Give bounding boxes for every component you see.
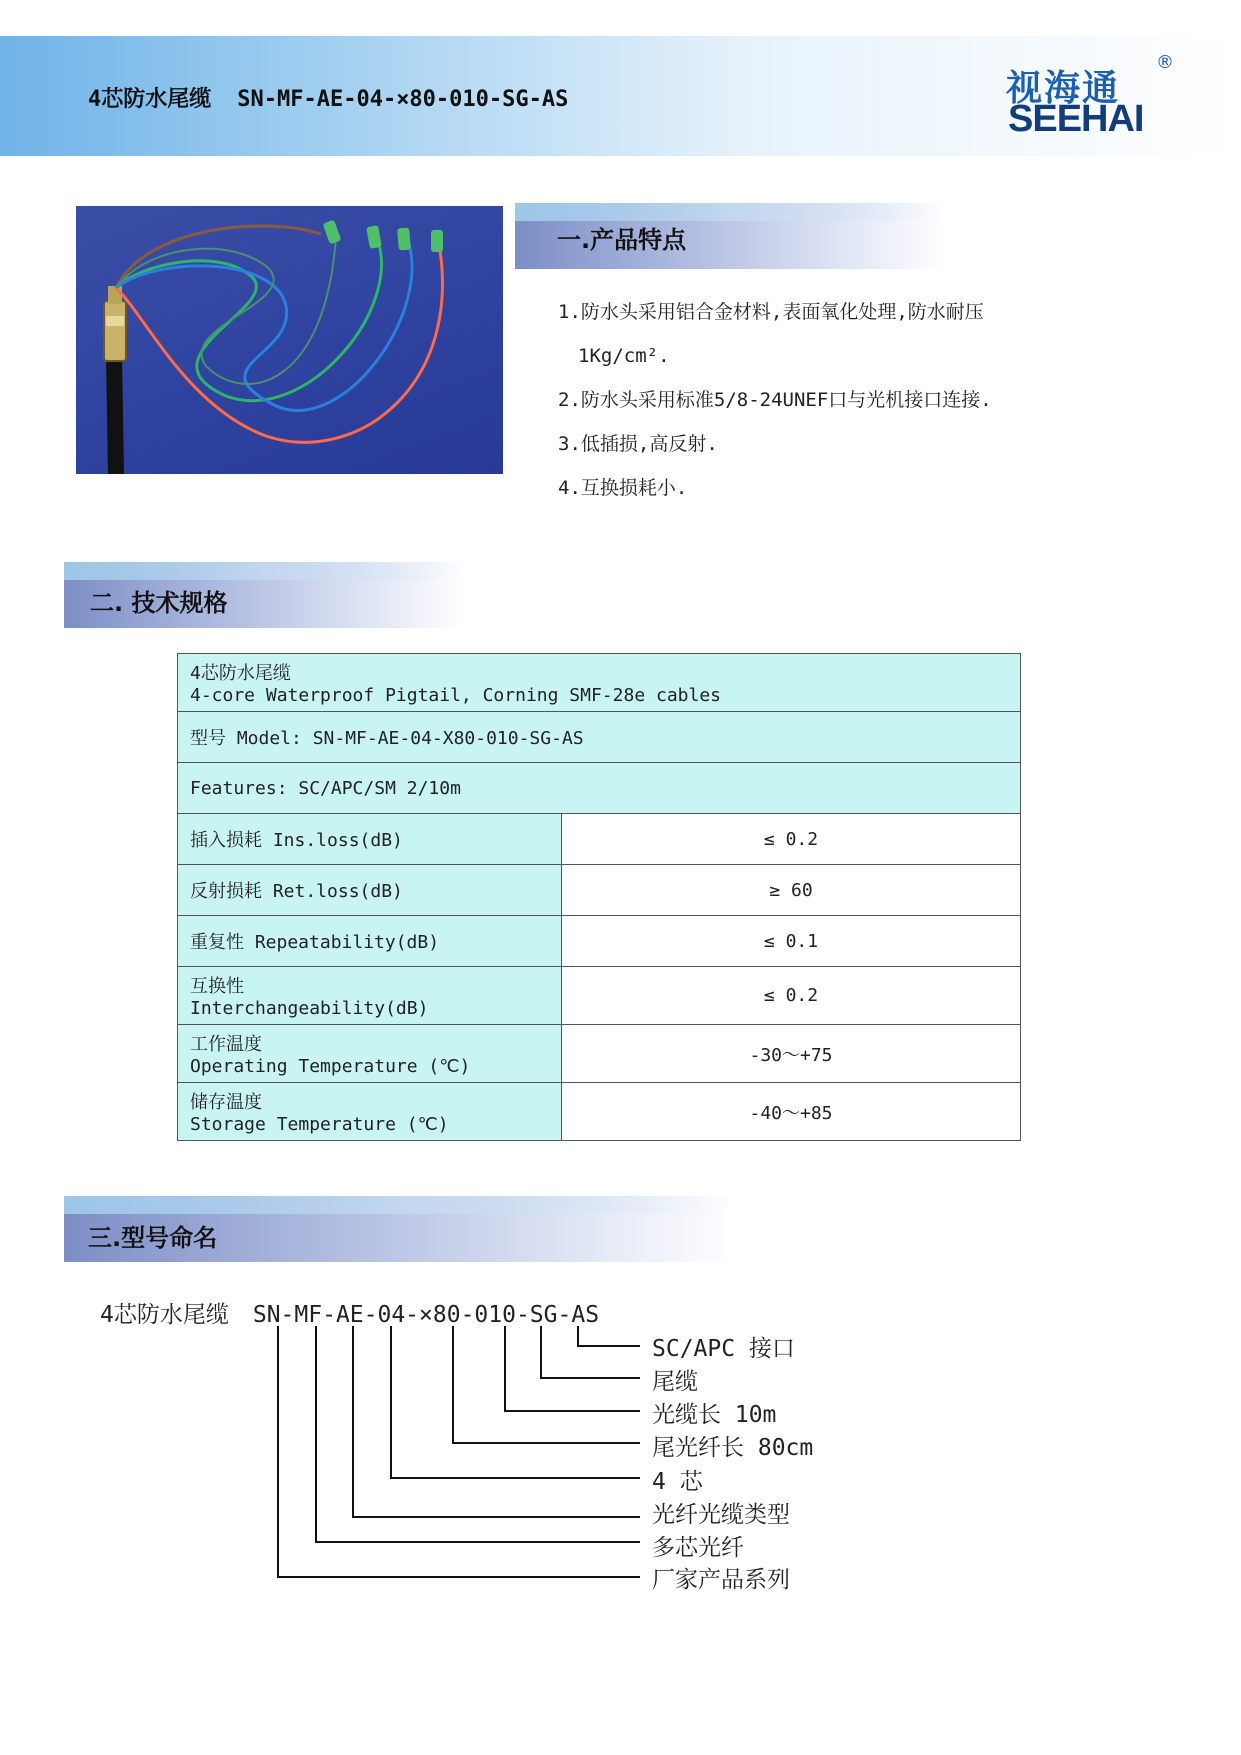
spec-label-en: Storage Temperature (℃) [190, 1114, 449, 1135]
legend-item: 多芯光纤 [652, 1535, 744, 1561]
page-title [88, 82, 568, 113]
naming-model-line [100, 1296, 599, 1329]
spec-label: 插入损耗 Ins.loss(dB) [178, 814, 562, 865]
legend-item: 尾光纤长 80cm [652, 1435, 814, 1461]
legend-item: 尾缆 [652, 1369, 698, 1395]
feature-item: 1.防水头采用铝合金材料,表面氧化处理,防水耐压 [558, 301, 984, 323]
seehai-logo [1006, 52, 1186, 142]
spec-label-en: Operating Temperature (℃) [190, 1056, 471, 1077]
spec-label: 工作温度 [190, 1034, 262, 1055]
spec-value: ≤ 0.2 [562, 814, 1021, 865]
feature-item: 2.防水头采用标准5/8-24UNEF口与光机接口连接. [558, 389, 992, 411]
table-title-en: 4-core Waterproof Pigtail, Corning SMF-28e cables [190, 685, 722, 706]
table-row [178, 967, 1021, 1025]
spec-value: -40～+85 [562, 1083, 1021, 1141]
spec-label: 储存温度 [190, 1092, 262, 1113]
header-model: SN-MF-AE-04-×80-010-SG-AS [237, 87, 569, 112]
spec-table [177, 653, 1021, 1141]
spec-value: -30～+75 [562, 1025, 1021, 1083]
spec-label: 反射损耗 Ret.loss(dB) [178, 865, 562, 916]
table-row [178, 1025, 1021, 1083]
section1-title: 一.产品特点 [557, 226, 687, 254]
table-row [178, 814, 1021, 865]
product-photo [76, 206, 503, 474]
spec-label-cell [178, 967, 562, 1025]
table-header-cell [178, 654, 1021, 712]
legend-item: 厂家产品系列 [652, 1567, 790, 1593]
logo-en-text: SEEHAI [1008, 98, 1144, 140]
spec-label: 重复性 Repeatability(dB) [178, 916, 562, 967]
legend-item: 光纤光缆类型 [652, 1502, 790, 1528]
logo-cn-text: 视海通 [1006, 68, 1121, 109]
spec-label-cell [178, 1025, 562, 1083]
legend-item: 4 芯 [652, 1469, 703, 1495]
table-features-row: Features: SC/APC/SM 2/10m [178, 763, 1021, 814]
spec-value: ≤ 0.2 [562, 967, 1021, 1025]
spec-value: ≥ 60 [562, 865, 1021, 916]
feature-item: 3.低插损,高反射. [558, 433, 718, 455]
section2-title: 二. 技术规格 [90, 589, 228, 617]
registered-mark: ® [1156, 52, 1174, 73]
naming-model-code: SN-MF-AE-04-×80-010-SG-AS [252, 1302, 600, 1328]
table-model-row: 型号 Model: SN-MF-AE-04-X80-010-SG-AS [178, 712, 1021, 763]
table-row [178, 916, 1021, 967]
legend-item: SC/APC 接口 [652, 1336, 795, 1362]
spec-value: ≤ 0.1 [562, 916, 1021, 967]
feature-item: 4.互换损耗小. [558, 477, 688, 499]
section3-title: 三.型号命名 [88, 1224, 218, 1252]
feature-list [558, 290, 992, 510]
table-title-cn: 4芯防水尾缆 [190, 663, 291, 684]
table-row [178, 865, 1021, 916]
legend-item: 光缆长 10m [652, 1402, 777, 1428]
table-row [178, 1083, 1021, 1141]
spec-label: 互换性 [190, 976, 244, 997]
spec-label-en: Interchangeability(dB) [190, 998, 429, 1019]
header-product-name: 4芯防水尾缆 [88, 87, 212, 112]
pigtail-cable-illustration [76, 206, 503, 474]
feature-item: 1Kg/cm². [578, 345, 670, 367]
naming-product-name: 4芯防水尾缆 [100, 1302, 229, 1328]
spec-label-cell [178, 1083, 562, 1141]
